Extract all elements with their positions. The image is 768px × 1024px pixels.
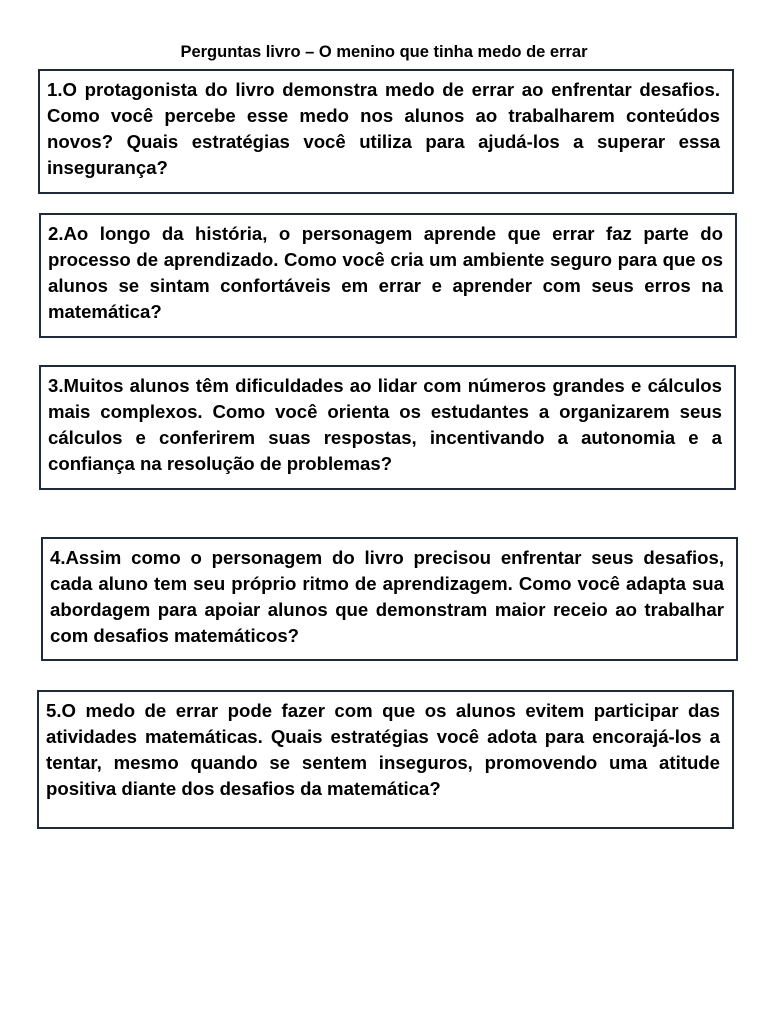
- question-text-3: 3.Muitos alunos têm dificuldades ao lidar com números grandes e cálculos mais complexos. Como você orienta os estudantes a organizarem seus cálculos e conferirem suas respostas, incentivando a autonomia e a confiança na resolução de problemas?: [48, 375, 722, 474]
- question-box-3: [39, 365, 736, 490]
- question-text-5: 5.O medo de errar pode fazer com que os alunos evitem participar das atividades matemáticas. Quais estratégias você adota para encorajá-los a tentar, mesmo quando se sentem inseguros, promovendo uma atitude positiva diante dos desafios da matemática?: [46, 700, 720, 799]
- question-box-1: [38, 69, 734, 194]
- question-box-5: [37, 690, 734, 829]
- question-box-4: [41, 537, 738, 661]
- page-title: Perguntas livro – O menino que tinha medo de errar: [180, 43, 588, 61]
- question-text-2: 2.Ao longo da história, o personagem aprende que errar faz parte do processo de aprendizado. Como você cria um ambiente seguro para que os alunos se sintam confortáveis em errar e aprender com seus erros na matemática?: [48, 223, 723, 322]
- question-text-4: 4.Assim como o personagem do livro precisou enfrentar seus desafios, cada aluno tem seu próprio ritmo de aprendizagem. Como você adapta sua abordagem para apoiar alunos que demonstram maior receio ao trabalhar com desafios matemáticos?: [50, 547, 724, 646]
- question-text-1: 1.O protagonista do livro demonstra medo de errar ao enfrentar desafios. Como você percebe esse medo nos alunos ao trabalharem conteúdos novos? Quais estratégias você utiliza para ajudá-los a superar essa insegurança?: [47, 79, 720, 178]
- question-box-2: [39, 213, 737, 338]
